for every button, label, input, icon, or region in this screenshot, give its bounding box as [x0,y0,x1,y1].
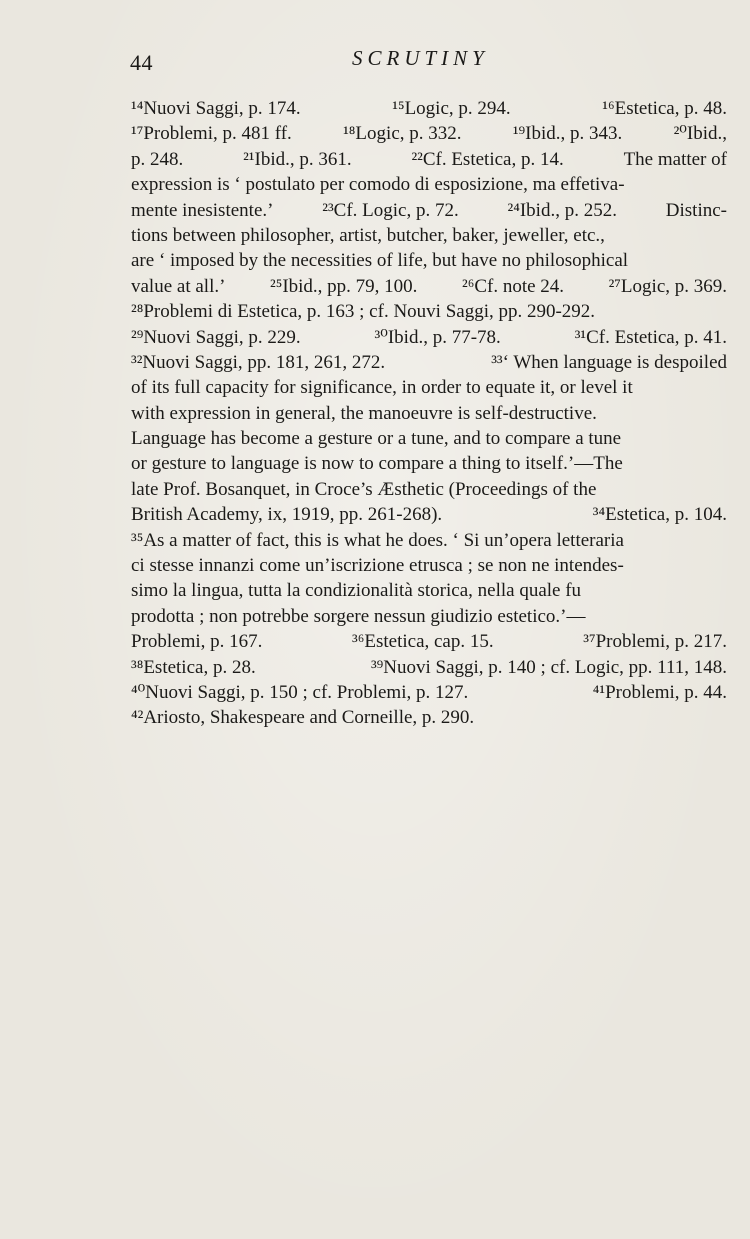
footnote: ³⁷Problemi, p. 217. [583,631,727,653]
footnote: ³²Nuovi Saggi, pp. 181, 261, 272. [131,351,386,373]
text-line [131,274,727,299]
footnote: Problemi, p. 167. [131,631,263,653]
footnote: expression is ‘ postulato per comodo di esposizione, ma effetiva- [131,174,625,196]
text-line [131,147,727,172]
footnote: ¹⁶Estetica, p. 48. [602,98,727,119]
page-number: 44 [130,50,153,75]
footnote: ¹⁷Problemi, p. 481 ff. [131,123,292,145]
page-header [0,44,750,78]
footnote: with expression in general, the manoeuvre is self-destructive. [131,402,597,424]
text-line [131,223,727,248]
text-line [131,578,727,603]
footnote: Distinc- [665,199,727,221]
footnote: ²²Cf. Estetica, p. 14. [411,148,564,170]
footnote: ³⁹Nuovi Saggi, p. 140 ; cf. Logic, pp. 111, 148. [370,656,727,678]
footnote: ³¹Cf. Estetica, p. 41. [574,326,727,348]
footnote: ²⁴Ibid., p. 252. [507,199,617,221]
footnote: p. 248. [131,148,184,170]
footnote: late Prof. Bosanquet, in Croce’s Æsthetic (Proceedings of the [131,478,597,500]
footnote: ⁴⁰Nuovi Saggi, p. 150 ; cf. Problemi, p. 127. [131,681,469,703]
footnote: ²⁹Nuovi Saggi, p. 229. [131,326,301,348]
footnote: prodotta ; non potrebbe sorgere nessun giudizio estetico.’— [131,605,586,627]
footnote: simo la lingua, tutta la condizionalità storica, nella quale fu [131,580,582,602]
footnote: value at all.’ [131,275,226,297]
text-line [131,451,727,476]
text-line [131,705,727,730]
text-line [131,325,727,350]
text-line [131,248,727,273]
footnote: ²⁸Problemi di Estetica, p. 163 ; cf. Nouvi Saggi, pp. 290-292. [131,301,596,323]
footnote: or gesture to language is now to compare a thing to itself.’—The [131,453,623,475]
footnote: ¹⁹Ibid., p. 343. [512,123,623,145]
footnote: are ‘ imposed by the necessities of life, but have no philosophical [131,250,629,272]
footnote: The matter of [623,148,727,170]
footnote: ¹⁸Logic, p. 332. [343,123,462,145]
text-line [131,426,727,451]
text-line [131,477,727,502]
text-line [131,528,727,553]
footnote: ³⁶Estetica, cap. 15. [352,631,494,653]
footnotes-block [131,96,727,731]
footnote: ²⁵Ibid., pp. 79, 100. [270,275,418,297]
footnote: ³³‘ When language is despoiled [491,351,727,373]
footnote: ³⁸Estetica, p. 28. [131,656,256,678]
footnote: ¹⁴Nuovi Saggi, p. 174. [131,98,301,119]
text-line [131,350,727,375]
footnote: British Academy, ix, 1919, pp. 261-268). [131,504,443,526]
text-line [131,655,727,680]
footnote: ³⁴Estetica, p. 104. [592,504,727,526]
footnote: ²⁶Cf. note 24. [462,275,565,297]
text-line [131,401,727,426]
footnote: Language has become a gesture or a tune, and to compare a tune [131,428,622,450]
text-line [131,121,727,146]
footnote: ³⁰Ibid., p. 77-78. [374,326,501,348]
footnote: mente inesistente.’ [131,199,274,221]
running-head: SCRUTINY [352,46,489,70]
text-line [131,680,727,705]
footnote: ²³Cf. Logic, p. 72. [322,199,459,221]
text-line [131,96,727,121]
text-line [131,553,727,578]
footnote: ³⁵As a matter of fact, this is what he does. ‘ Si un’opera letteraria [131,529,624,551]
text-line [131,375,727,400]
footnote: ²¹Ibid., p. 361. [243,148,352,170]
footnote: ⁴²Ariosto, Shakespeare and Corneille, p. 290. [131,707,475,729]
text-line [131,502,727,527]
footnote: of its full capacity for significance, in order to equate it, or level it [131,377,633,399]
text-line [131,299,727,324]
text-line [131,604,727,629]
text-line [131,198,727,223]
footnote: ¹⁵Logic, p. 294. [392,98,511,119]
footnote: tions between philosopher, artist, butcher, baker, jeweller, etc., [131,224,605,246]
text-line [131,629,727,654]
footnote: ²⁰Ibid., [673,123,727,145]
text-line [131,172,727,197]
footnote: ²⁷Logic, p. 369. [608,275,727,297]
footnote: ci stesse innanzi come un’iscrizione etrusca ; se non ne intendes- [131,555,624,577]
footnote: ⁴¹Problemi, p. 44. [592,681,727,703]
